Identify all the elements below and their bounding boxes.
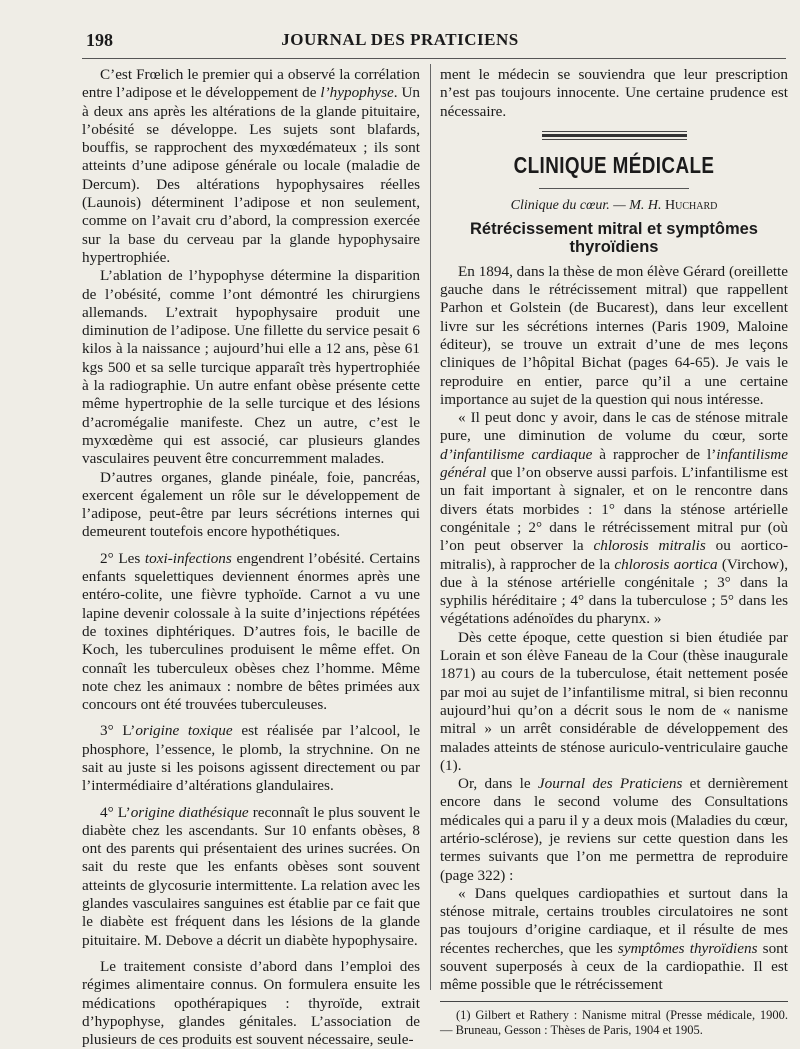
running-title: JOURNAL DES PRATICIENS [281, 30, 519, 49]
italic-phrase: toxi-infections [144, 549, 232, 567]
body-paragraph: 3° L’origine toxique est réalisée par l’alcool, le phosphore, l’essence, le plomb, la strychnine. On ne sait au juste si les poisons agissent directement ou par l’intermédiaire d’altérations glandulaires. [82, 722, 420, 795]
footnote: (1) Gilbert et Rathery : Nanisme mitral (Presse médicale, 1900. — Bruneau, Gesson : Thèses de Paris, 1904 et 1905. [440, 1007, 788, 1038]
body-paragraph: C’est Frœlich le premier qui a observé la corrélation entre l’adipose et le développement de l’hypophyse. Un à deux ans après les altérations de la glande pituitaire, l’obésité se développe. Les sujets sont blafards, bouffis, se rapprochent des myxœdémateux ; ils sont atteints d’une adipose générale ou locale (maladie de Dercum). Des altérations hypophysaires réelles (Launois) déterminent l’adipose et non seulement, comme on l’avait cru d’abord, la compression exercée sur la base du cerveau par la glande hypophysaire hypertrophiée. [82, 66, 421, 266]
italic-phrase: d’infantilisme cardiaque [440, 445, 593, 463]
body-paragraph: Le traitement consiste d’abord dans l’emploi des régimes alimentaire connus. On formulera ensuite les médications opothérapiques : thyroïde, extrait d’hypophyse, glandes génitales. L’association de plusieurs de ces produits est souvent nécessaire, seule- [82, 957, 420, 1049]
body-paragraph: « Dans quelques cardiopathies et surtout dans la sténose mitrale, certains troubles circulatoires ne sont pas toujours d’origine cardiaque, et il résulte de mes récentes recherches, que les symptômes thyroïdiens sont souvent superposés à ceux de la cardiopathie. Il est même possible que le rétrécissement [440, 884, 788, 994]
section-divider [539, 188, 689, 189]
body-paragraph: En 1894, dans la thèse de mon élève Gérard (oreillette gauche dans le rétrécissement mitral) que rappellent Parhon et Golstein (de Bucarest), dans leur excellent livre sur les sécrétions internes (Paris 1909, Maloine éditeur), se trouve un extrait d’une de mes leçons cliniques de l’hôpital Bichat (pages 64-65). Je vais le reproduire en entier, parce qu’il a une certaine importance au sujet de la question qui nous intéresse. [440, 262, 788, 408]
italic-phrase: chlorosis mitralis [593, 537, 706, 555]
italic-phrase: l’hypophyse [320, 84, 394, 102]
body-paragraph: 2° Les toxi-infections engendrent l’obésité. Certains enfants squelettiques deviennent énormes après une entéro-colite, une fièvre typhoïde. Carnot a vu une lapine devenir colossale à la suite d’injections répétées de toxines diphtériques. D’autres fois, le bacille de Koch, les tuberculines produisent le même effet. On connaît les tuberculeux obèses chez l’homme. Même note chez les animaux : nombre de bêtes primées aux concours ont été trouvées tuberculeuses. [82, 549, 420, 714]
body-paragraph: 4° L’origine diathésique reconnaît le plus souvent le diabète chez les ascendants. Sur 10 enfants obèses, 8 ont des parents qui présentaient des urines sucrées. On sait du reste que les enfants obèses sont souvent atteints de glycosurie intermittente. La relation avec les glandes vasculaires sanguines est établie par ce fait que le diabète est fréquent dans les lésions de la glande pituitaire. M. Debove a décrit un diabète hypophysaire. [82, 803, 420, 949]
body-paragraph: D’autres organes, glande pinéale, foie, pancréas, exercent également un rôle sur le développement de l’adipose, peut-être par leurs sécrétions internes qui demeurent toutefois encore hypothétiques. [82, 468, 420, 541]
body-paragraph: Or, dans le Journal des Praticiens et dernièrement encore dans le second volume des Consultations médicales qui a paru il y a deux mois (Maladies du cœur, artério-sclérose), je reviens sur cette question dans les termes suivants que l’on me permettra de reproduire (page 322) : [440, 775, 788, 884]
column-divider [430, 64, 431, 990]
body-paragraph: « Il peut donc y avoir, dans le cas de sténose mitrale pure, une diminution de volume du cœur, sorte d’infantilisme cardiaque à rapprocher de l’infantilisme général que l’on observe aussi parfois. L’infantilisme est un fait important à signaler, et on le rencontre dans divers états morbides : 1° dans la sténose artérielle congénitale ; 2° dans le rétrécissement mitral pur (où l’on peut observer la chlorosis mitralis ou aortico-mitralis), à rapprocher de la chlorosis aortica (Virchow), due à la sténose artérielle congénitale ; 3° dans la syphilis héréditaire ; 4° dans la tuberculose ; 5° dans les végétations adénoïdes du pharynx. » [440, 409, 789, 628]
continued-paragraph: ment le médecin se souviendra que leur prescription n’est pas toujours innocente. Une certaine prudence est nécessaire. [440, 66, 788, 120]
body-paragraph: L’ablation de l’hypophyse détermine la disparition de l’obésité, comme l’ont démontré les chirurgiens allemands. L’extrait hypophysaire produit une diminution de l’adipose. Une fillette du service pesait 6 kilos à la naissance ; aujourd’hui elle a 12 ans, pèse 61 kgs 500 et sa selle turcique apparaît très hypertrophiée à la radiographie. Un autre enfant obèse présente cette même hypertrophie de la selle turcique et des lésions d’acromégalie manifeste. Chez un autre, c’est le myxœdème qui est associé, car plusieurs glandes vasculaires peuvent être concurremment malades. [82, 267, 420, 468]
section-ornament-rules [542, 131, 687, 140]
italic-phrase: infantilisme général [440, 445, 788, 482]
page-number: 198 [86, 30, 113, 50]
italic-phrase: chlorosis aortica [614, 555, 718, 573]
article-byline [440, 197, 788, 215]
byline-prefix: Clinique du cœur. — M. H. [510, 197, 666, 213]
footnote-rule [440, 1001, 788, 1002]
header-rule [82, 58, 786, 59]
byline-author: Huchard [665, 197, 718, 213]
right-column [440, 66, 789, 1038]
left-column [82, 66, 421, 1049]
italic-phrase: origine diathésique [130, 803, 249, 821]
section-title: CLINIQUE MÉDICALE [513, 151, 715, 178]
italic-phrase: symptômes thyroïdiens [617, 939, 758, 957]
italic-phrase: Journal des Praticiens [537, 775, 683, 793]
italic-phrase: origine toxique [135, 722, 233, 740]
body-paragraph: Dès cette époque, cette question si bien étudiée par Lorain et son élève Faneau de la Cour (thèse inaugurale 1871) au cours de la tuberculose, était nettement posée par moi au sujet de l’infantilisme mitral, si bien reconnu aujourd’hui qu’on a décrit sous le nom de « nanisme mitral » un arrêt considérable de développement des malades atteints de sténose auriculo-ventriculaire gauche (1). [440, 628, 788, 774]
article-title: Rétrécissement mitral et symptômes thyroïdiens [470, 220, 758, 257]
